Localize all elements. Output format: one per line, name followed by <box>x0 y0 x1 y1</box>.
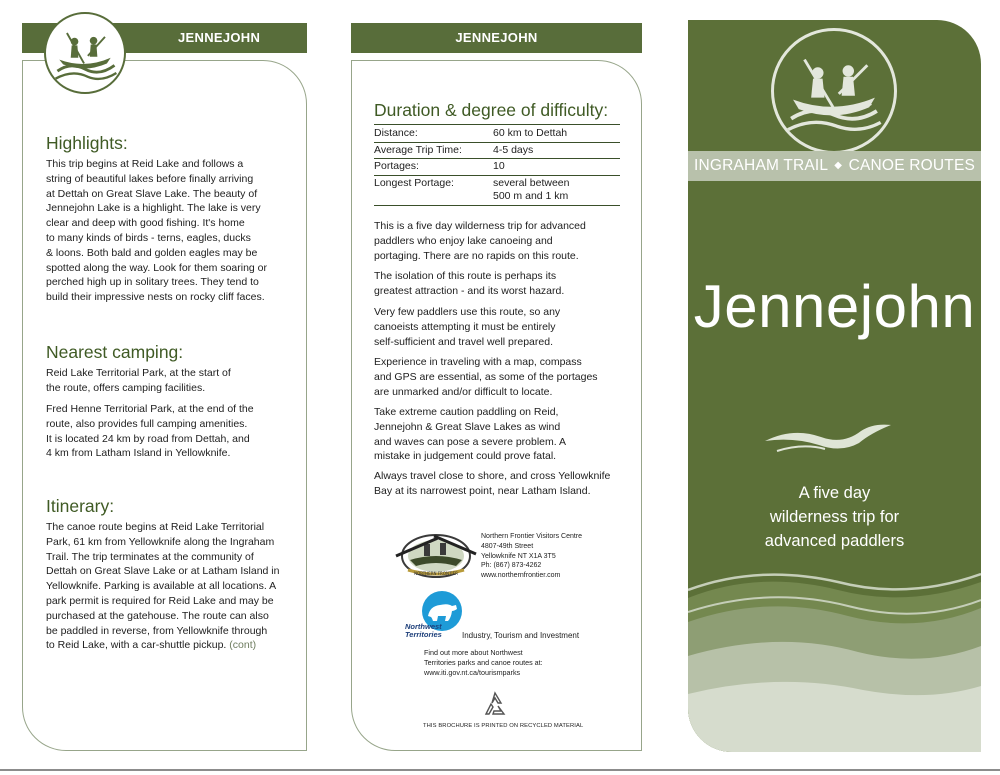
cover-waves <box>688 560 981 752</box>
table-row <box>374 175 620 205</box>
recycled-note: THIS BROCHURE IS PRINTED ON RECYCLED MATERIAL <box>423 723 584 729</box>
cover-title: Jennejohn <box>693 273 976 340</box>
isolation-paragraph: The isolation of this route is perhaps its greatest attraction - and its worst hazard. <box>374 270 565 297</box>
iti-label: Industry, Tourism and Investment <box>462 631 580 640</box>
duration-heading: Duration & degree of difficulty: <box>374 100 609 120</box>
panel1-header: JENNEJOHN <box>22 23 307 53</box>
nwt-wordmark: Northwest Territories <box>405 622 442 639</box>
highlights-text: This trip begins at Reid Lake and follows a string of beautiful lakes before finally arriving at Dettah on Great Slave Lake. The beauty of Jennejohn Lake is a highlight. The lake is very clear and deep with good fishing. It's home to many kinds of birds - terns, eagles, ducks & loons. Both bald and golden eagles may be spotted along the way. Look for them soaring or perched high up in solitary trees. They tend to build their impressive nests on rocky cliff faces. <box>46 158 268 304</box>
table-row <box>374 142 620 159</box>
table-row <box>374 159 620 176</box>
northernfrontier-link[interactable]: www.northernfrontier.com <box>481 572 561 580</box>
cover-panel <box>688 20 981 752</box>
camping-heading: Nearest camping: <box>46 342 184 362</box>
table-value: 4-5 days <box>493 142 620 159</box>
visitors-centre-address: Northern Frontier Visitors Centre 4807-49th Street Yellowknife NT X1A 3T5 Ph: (867) 873-4262 www.northernfrontier.com <box>481 533 583 580</box>
experience-paragraph: Experience in traveling with a map, compass and GPS are essential, as some of the portages are unmarked and/or difficult to locate. <box>374 356 598 398</box>
cont-link[interactable]: (cont) <box>229 639 257 652</box>
trail-band: INGRAHAM TRAIL ◆ CANOE ROUTES <box>688 151 981 181</box>
camping-text-2: Fred Henne Territorial Park, at the end of the route, also provides full camping amenities. It is located 24 km by road from Dettah, and 4 km from Latham Island in Yellowknife. <box>46 403 254 460</box>
panel2-header: JENNEJOHN <box>351 23 642 53</box>
table-value: 60 km to Dettah <box>493 125 620 143</box>
wave-swoosh-icon <box>763 417 893 453</box>
table-row <box>374 125 620 143</box>
highlights-heading: Highlights: <box>46 133 128 153</box>
northern-frontier-logo-icon <box>394 530 478 580</box>
camping-text-1: Reid Lake Territorial Park, at the start of the route, offers camping facilities. <box>46 367 231 394</box>
svg-text:NORTHERN FRONTIER: NORTHERN FRONTIER <box>414 571 458 576</box>
intro-paragraph: This is a five day wilderness trip for advanced paddlers who enjoy lake canoeing and portaging. There are no rapids on this route. <box>374 220 586 262</box>
shore-paragraph: Always travel close to shore, and cross Yellowknife Bay at its narrowest point, near Latham Island. <box>374 470 611 497</box>
table-label: Average Trip Time: <box>374 142 493 159</box>
recycle-icon <box>481 690 509 718</box>
itinerary-heading: Itinerary: <box>46 496 115 516</box>
table-label: Longest Portage: <box>374 175 493 205</box>
diamond-separator-icon: ◆ <box>834 160 843 171</box>
canoe-logo-large-icon <box>771 28 897 154</box>
cover-tagline: A five day wilderness trip for advanced paddlers <box>764 484 905 550</box>
canoe-logo-icon <box>44 12 126 94</box>
caution-paragraph: Take extreme caution paddling on Reid, Jennejohn & Great Slave Lakes as wind and waves can pose a severe problem. A mistake in judgement could prove fatal. <box>374 406 567 463</box>
find-out-more: Find out more about Northwest Territories parks and canoe routes at: www.iti.gov.nt.ca/tourismparks <box>424 648 543 677</box>
table-label: Distance: <box>374 125 493 143</box>
duration-table <box>374 124 620 206</box>
page-bottom-rule <box>0 769 1000 771</box>
table-value: 10 <box>493 159 620 176</box>
table-value: several between 500 m and 1 km <box>493 175 620 205</box>
tourismparks-link[interactable]: www.iti.gov.nt.ca/tourismparks <box>424 667 521 677</box>
table-label: Portages: <box>374 159 493 176</box>
itinerary-text: The canoe route begins at Reid Lake Territorial Park, 61 km from Yellowknife along the Ingraham Trail. The trip terminates at the community of Dettah on Great Slave Lake or at Latham Island in Yellowknife. Parking is available at all locations. A park permit is required for Reid Lake and may be purchased at the gatehouse. The route can also be paddled in reverse, from Yellowknife through to Reid Lake, with a car-shuttle pickup. (cont) <box>46 521 280 652</box>
self-sufficient-paragraph: Very few paddlers use this route, so any canoeists attempting it must be entirely self-sufficient and travel well prepared. <box>374 306 561 348</box>
